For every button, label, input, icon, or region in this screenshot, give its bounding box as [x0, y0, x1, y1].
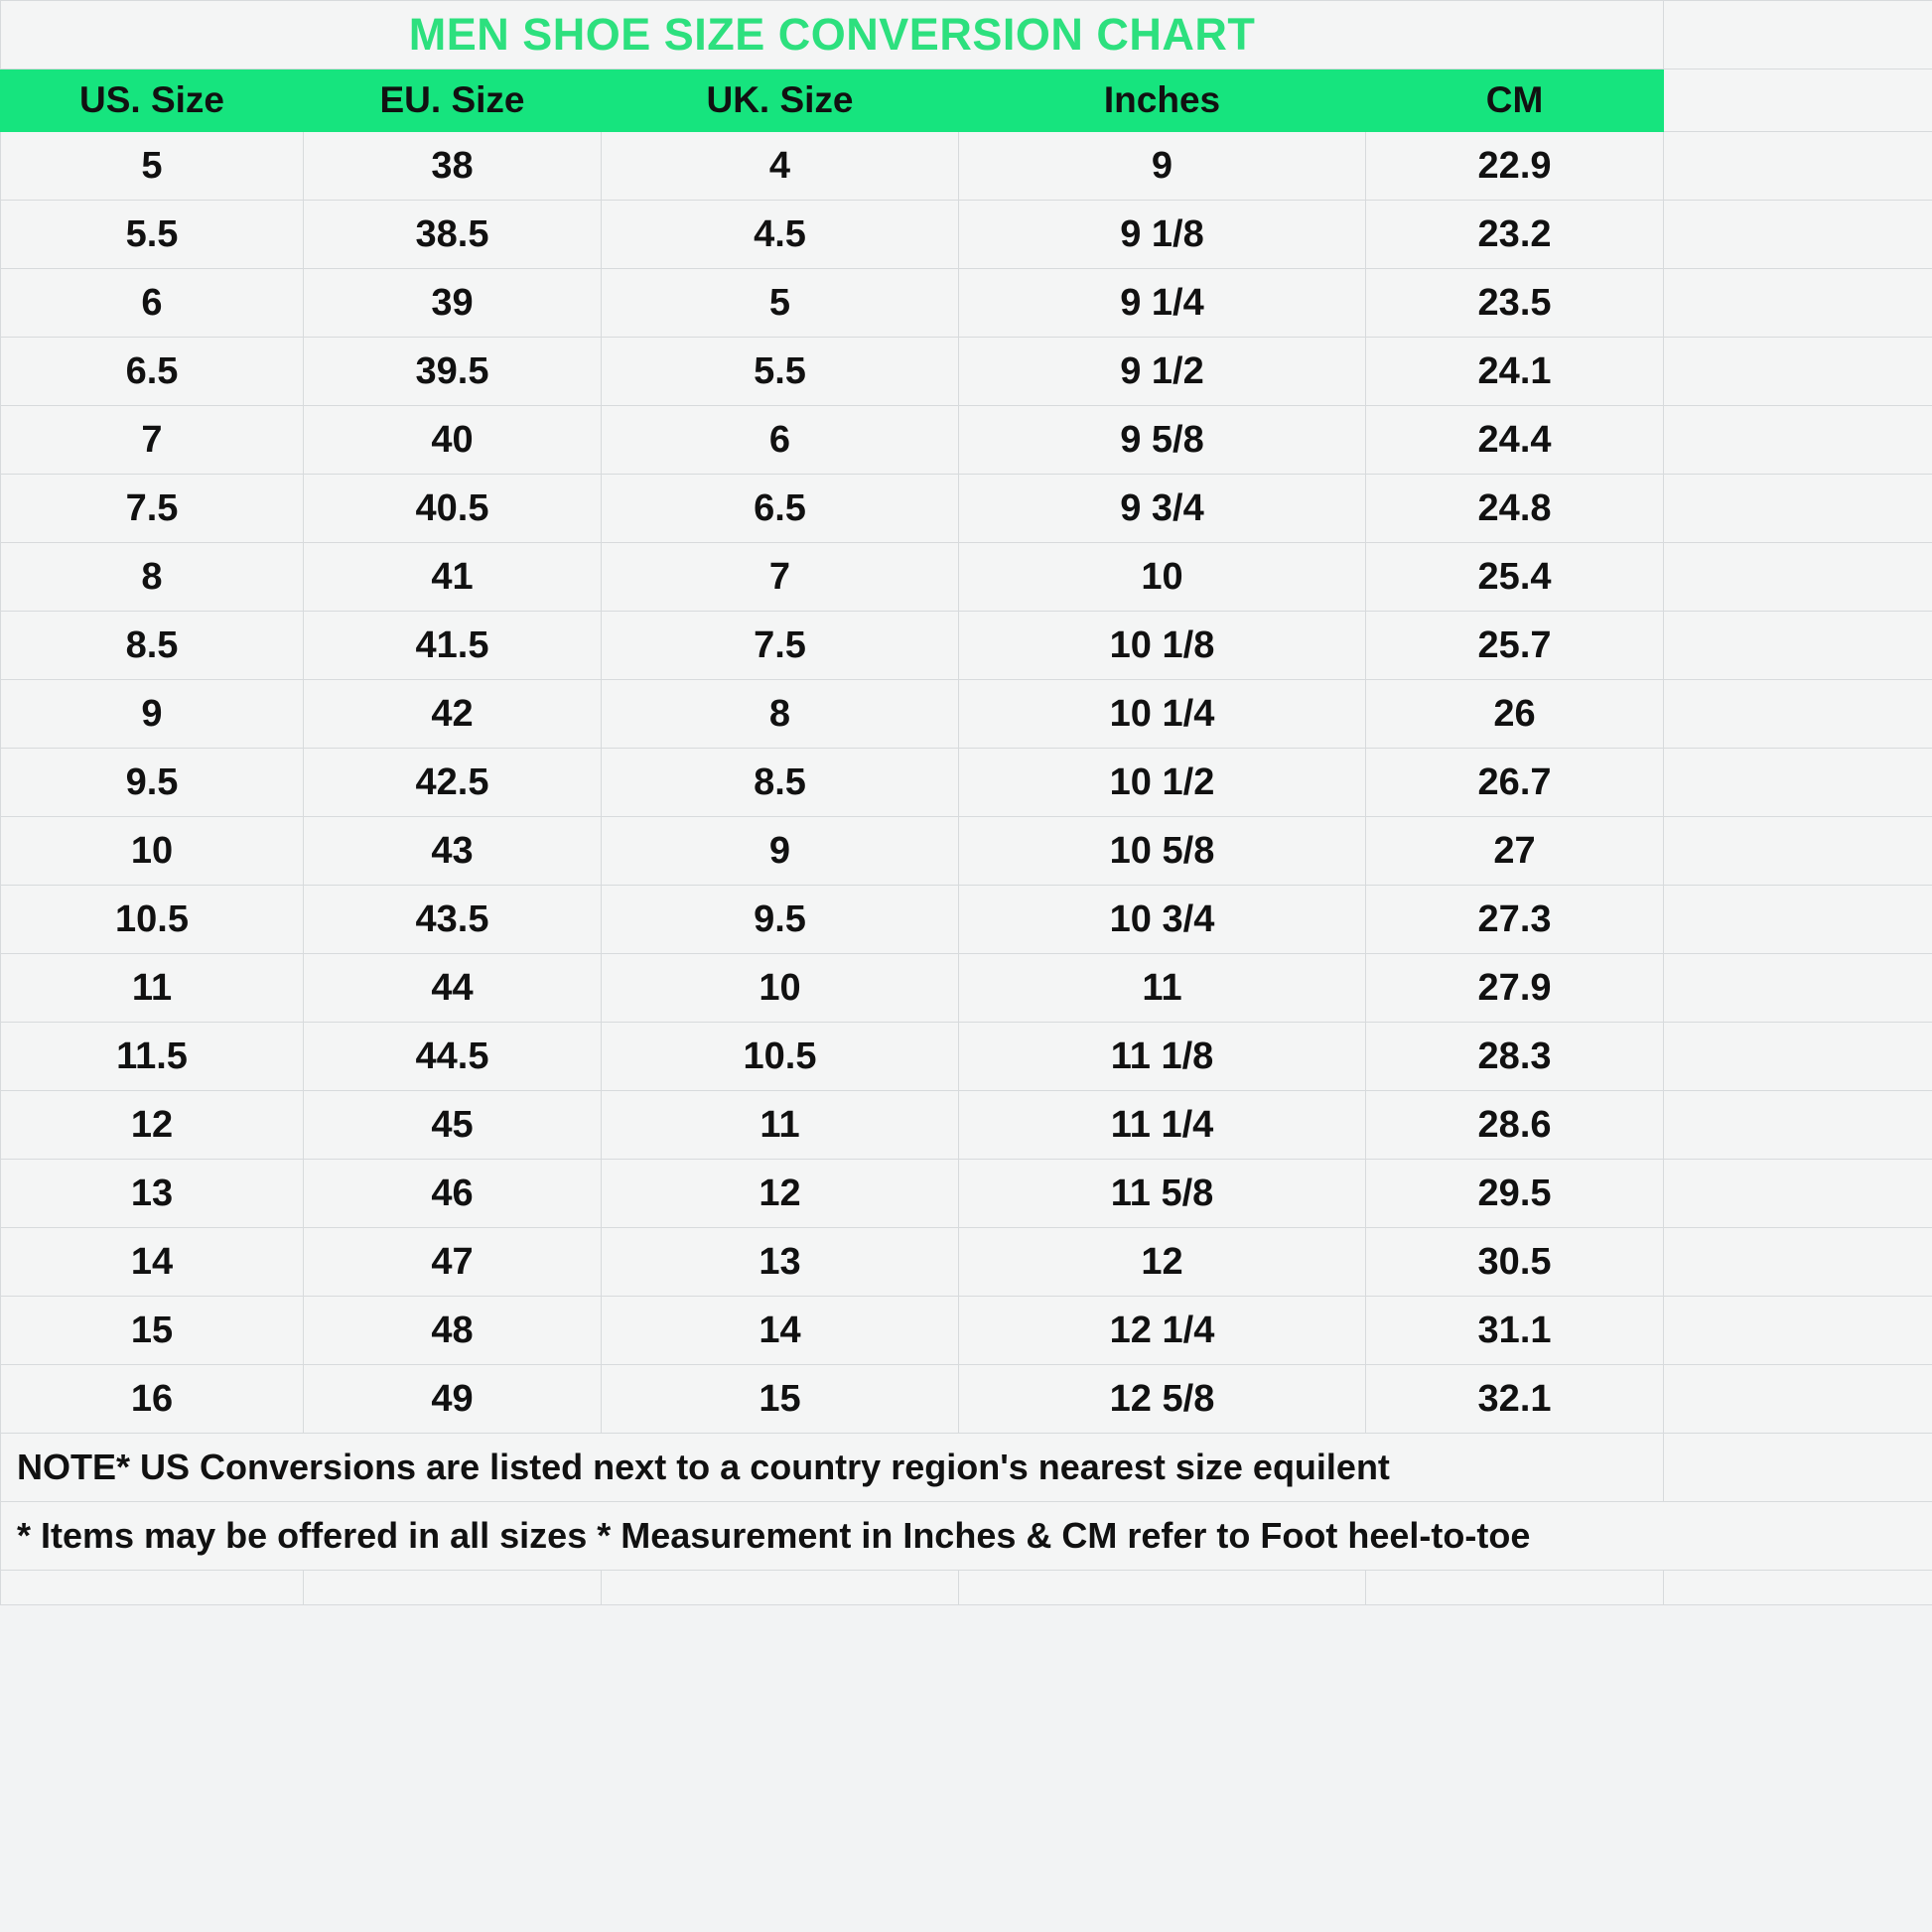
cell-us-size: 10: [1, 817, 304, 886]
header-row-empty-cell: [1664, 69, 1932, 132]
cell-cm: 27: [1366, 817, 1664, 886]
cell-inches: 10 5/8: [959, 817, 1366, 886]
cell-eu-size: 42: [304, 680, 602, 749]
cell-empty: [1664, 612, 1932, 680]
column-header-inches: Inches: [959, 69, 1366, 132]
table-row: [1, 132, 1932, 201]
note-text-conversions: NOTE* US Conversions are listed next to a country region's nearest size equilent: [1, 1434, 1664, 1502]
cell-eu-size: 47: [304, 1228, 602, 1297]
cell-uk-size: 8: [602, 680, 959, 749]
cell-us-size: 14: [1, 1228, 304, 1297]
cell-us-size: 8: [1, 543, 304, 612]
cell-us-size: 9: [1, 680, 304, 749]
cell-us-size: 11: [1, 954, 304, 1023]
cell-inches: 9: [959, 132, 1366, 201]
cell-eu-size: 46: [304, 1160, 602, 1228]
page-title: MEN SHOE SIZE CONVERSION CHART: [1, 1, 1664, 69]
cell-empty: [1664, 680, 1932, 749]
cell-empty: [1664, 201, 1932, 269]
cell-us-size: 5.5: [1, 201, 304, 269]
title-row-empty-cell: [1664, 1, 1932, 69]
cell-inches: 9 1/2: [959, 338, 1366, 406]
cell-cm: 25.4: [1366, 543, 1664, 612]
cell-us-size: 6.5: [1, 338, 304, 406]
cell-uk-size: 9: [602, 817, 959, 886]
cell-eu-size: 49: [304, 1365, 602, 1434]
cell-inches: 11 1/8: [959, 1023, 1366, 1091]
cell-uk-size: 8.5: [602, 749, 959, 817]
cell-inches: 12 1/4: [959, 1297, 1366, 1365]
cell-cm: 27.3: [1366, 886, 1664, 954]
cell-uk-size: 11: [602, 1091, 959, 1160]
cell-cm: 32.1: [1366, 1365, 1664, 1434]
cell-us-size: 10.5: [1, 886, 304, 954]
cell-eu-size: 44: [304, 954, 602, 1023]
cell-cm: 26: [1366, 680, 1664, 749]
cell-uk-size: 5: [602, 269, 959, 338]
cell-uk-size: 10: [602, 954, 959, 1023]
cell-uk-size: 10.5: [602, 1023, 959, 1091]
cell-empty: [1664, 543, 1932, 612]
note-text-measurement: * Items may be offered in all sizes * Measurement in Inches & CM refer to Foot heel-to-toe: [1, 1502, 1932, 1571]
table-row: [1, 680, 1932, 749]
cell-inches: 12: [959, 1228, 1366, 1297]
cell-us-size: 12: [1, 1091, 304, 1160]
cell-uk-size: 6: [602, 406, 959, 475]
cell-empty: [1664, 886, 1932, 954]
cell-uk-size: 6.5: [602, 475, 959, 543]
cell-eu-size: 38.5: [304, 201, 602, 269]
column-header-us-size: US. Size: [1, 69, 304, 132]
cell-empty: [1664, 1228, 1932, 1297]
cell-us-size: 6: [1, 269, 304, 338]
cell-cm: 24.1: [1366, 338, 1664, 406]
table-row: [1, 1023, 1932, 1091]
cell-eu-size: 40: [304, 406, 602, 475]
table-row: [1, 1228, 1932, 1297]
cell-empty: [1664, 1571, 1932, 1605]
cell-inches: 10 1/2: [959, 749, 1366, 817]
cell-inches: 9 1/4: [959, 269, 1366, 338]
cell-empty: [1, 1571, 304, 1605]
cell-us-size: 16: [1, 1365, 304, 1434]
cell-empty: [1664, 1160, 1932, 1228]
cell-us-size: 9.5: [1, 749, 304, 817]
table-row: [1, 269, 1932, 338]
cell-us-size: 13: [1, 1160, 304, 1228]
cell-empty: [1366, 1571, 1664, 1605]
column-header-eu-size: EU. Size: [304, 69, 602, 132]
cell-eu-size: 39.5: [304, 338, 602, 406]
cell-cm: 28.6: [1366, 1091, 1664, 1160]
table-row: [1, 543, 1932, 612]
cell-inches: 11 1/4: [959, 1091, 1366, 1160]
table-row: [1, 201, 1932, 269]
cell-empty: [1664, 1434, 1932, 1502]
cell-empty: [1664, 1023, 1932, 1091]
table-row: [1, 338, 1932, 406]
cell-us-size: 5: [1, 132, 304, 201]
cell-us-size: 8.5: [1, 612, 304, 680]
cell-eu-size: 43: [304, 817, 602, 886]
table-row: [1, 1365, 1932, 1434]
cell-empty: [1664, 132, 1932, 201]
cell-uk-size: 4: [602, 132, 959, 201]
cell-inches: 10 3/4: [959, 886, 1366, 954]
cell-eu-size: 48: [304, 1297, 602, 1365]
cell-eu-size: 43.5: [304, 886, 602, 954]
chart-title-row: [1, 1, 1932, 69]
cell-inches: 9 3/4: [959, 475, 1366, 543]
cell-uk-size: 15: [602, 1365, 959, 1434]
cell-eu-size: 38: [304, 132, 602, 201]
cell-empty: [1664, 1365, 1932, 1434]
cell-eu-size: 44.5: [304, 1023, 602, 1091]
cell-empty: [1664, 1091, 1932, 1160]
cell-uk-size: 7.5: [602, 612, 959, 680]
cell-empty: [1664, 1297, 1932, 1365]
note-row-1: [1, 1434, 1932, 1502]
cell-eu-size: 45: [304, 1091, 602, 1160]
cell-cm: 22.9: [1366, 132, 1664, 201]
cell-cm: 23.2: [1366, 201, 1664, 269]
cell-inches: 11: [959, 954, 1366, 1023]
cell-us-size: 7: [1, 406, 304, 475]
cell-cm: 23.5: [1366, 269, 1664, 338]
cell-empty: [959, 1571, 1366, 1605]
cell-eu-size: 40.5: [304, 475, 602, 543]
cell-uk-size: 13: [602, 1228, 959, 1297]
cell-empty: [1664, 406, 1932, 475]
cell-cm: 24.4: [1366, 406, 1664, 475]
cell-empty: [1664, 338, 1932, 406]
cell-cm: 25.7: [1366, 612, 1664, 680]
table-row: [1, 612, 1932, 680]
cell-cm: 31.1: [1366, 1297, 1664, 1365]
cell-empty: [602, 1571, 959, 1605]
cell-inches: 11 5/8: [959, 1160, 1366, 1228]
cell-eu-size: 42.5: [304, 749, 602, 817]
cell-cm: 28.3: [1366, 1023, 1664, 1091]
table-bottom-spacer-row: [1, 1571, 1932, 1605]
cell-inches: 10 1/4: [959, 680, 1366, 749]
cell-uk-size: 12: [602, 1160, 959, 1228]
table-row: [1, 1091, 1932, 1160]
cell-us-size: 7.5: [1, 475, 304, 543]
cell-inches: 9 1/8: [959, 201, 1366, 269]
table-row: [1, 406, 1932, 475]
cell-cm: 26.7: [1366, 749, 1664, 817]
table-header-row: [1, 69, 1932, 132]
table-row: [1, 1160, 1932, 1228]
cell-cm: 24.8: [1366, 475, 1664, 543]
table-row: [1, 749, 1932, 817]
cell-inches: 12 5/8: [959, 1365, 1366, 1434]
cell-empty: [1664, 269, 1932, 338]
cell-empty: [1664, 817, 1932, 886]
cell-uk-size: 14: [602, 1297, 959, 1365]
cell-us-size: 15: [1, 1297, 304, 1365]
cell-cm: 30.5: [1366, 1228, 1664, 1297]
table-row: [1, 817, 1932, 886]
table-row: [1, 475, 1932, 543]
cell-cm: 27.9: [1366, 954, 1664, 1023]
column-header-cm: CM: [1366, 69, 1664, 132]
cell-uk-size: 5.5: [602, 338, 959, 406]
table-row: [1, 954, 1932, 1023]
cell-uk-size: 7: [602, 543, 959, 612]
cell-us-size: 11.5: [1, 1023, 304, 1091]
note-row-2: [1, 1502, 1932, 1571]
cell-empty: [1664, 749, 1932, 817]
cell-inches: 9 5/8: [959, 406, 1366, 475]
cell-eu-size: 39: [304, 269, 602, 338]
table-row: [1, 886, 1932, 954]
cell-eu-size: 41: [304, 543, 602, 612]
cell-uk-size: 9.5: [602, 886, 959, 954]
cell-empty: [1664, 954, 1932, 1023]
cell-empty: [1664, 475, 1932, 543]
cell-cm: 29.5: [1366, 1160, 1664, 1228]
table-row: [1, 1297, 1932, 1365]
column-header-uk-size: UK. Size: [602, 69, 959, 132]
cell-inches: 10: [959, 543, 1366, 612]
cell-eu-size: 41.5: [304, 612, 602, 680]
cell-inches: 10 1/8: [959, 612, 1366, 680]
cell-uk-size: 4.5: [602, 201, 959, 269]
cell-empty: [304, 1571, 602, 1605]
